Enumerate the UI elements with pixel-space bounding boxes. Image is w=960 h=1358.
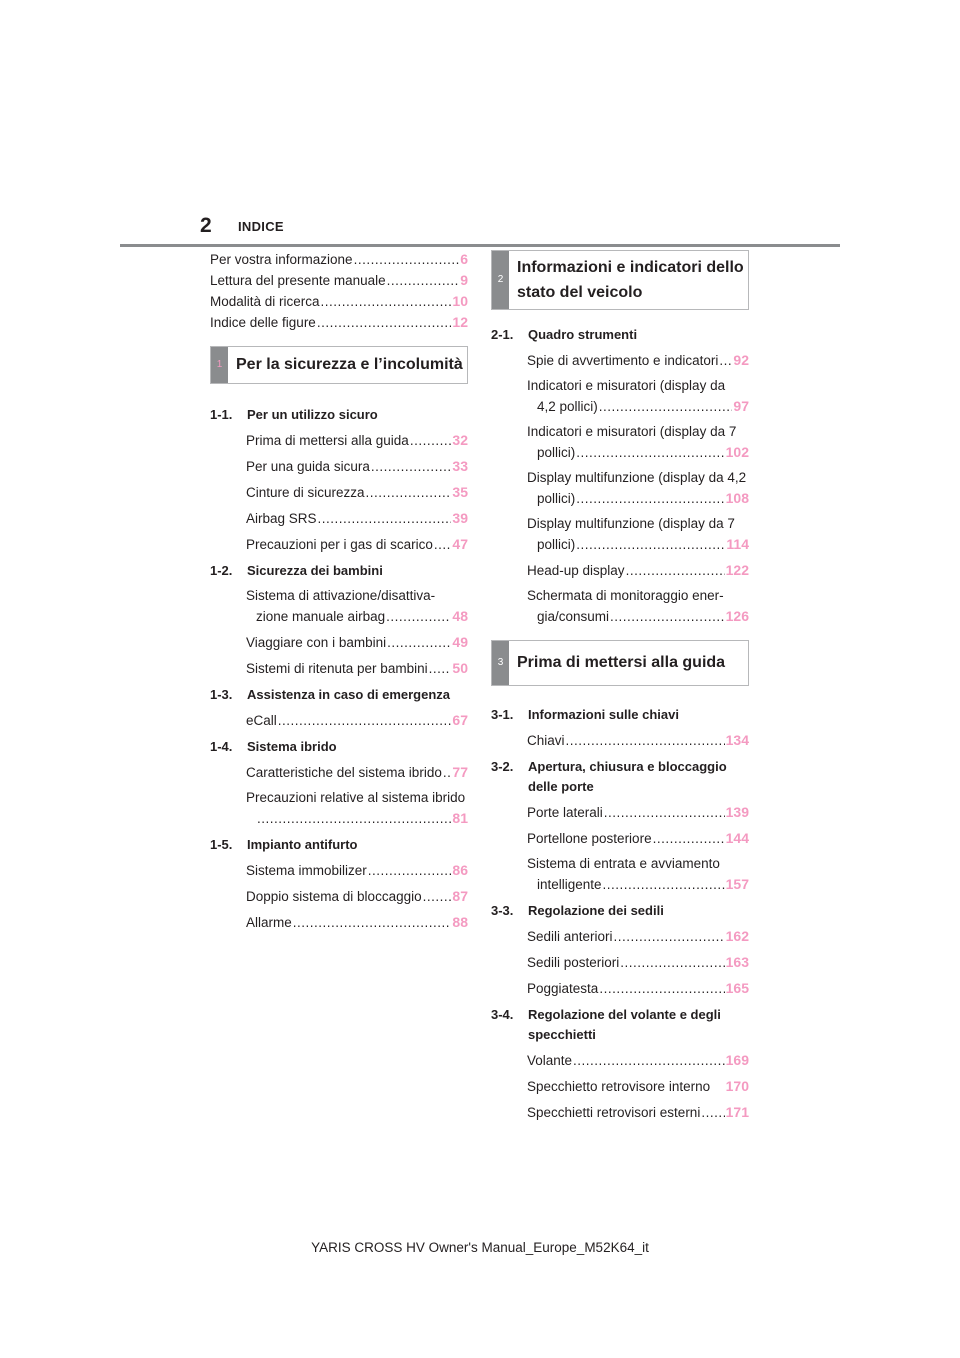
toc-entry-label: Display multifunzione (display da 7	[527, 516, 735, 531]
chapter-number: 3-4.	[491, 1007, 514, 1022]
toc-page-link[interactable]: 6	[460, 251, 468, 267]
toc-entry[interactable]	[246, 913, 468, 932]
toc-entry-label: Sistema di attivazione/disattiva-	[246, 588, 436, 603]
leader-dots	[603, 876, 725, 894]
toc-page-link[interactable]: 92	[733, 352, 749, 368]
leader-dots	[443, 764, 452, 782]
toc-page-link[interactable]: 122	[725, 562, 749, 578]
toc-page-link[interactable]: 162	[725, 928, 749, 944]
toc-entry-label: Poggiatesta	[527, 981, 599, 996]
chapter-heading[interactable]	[491, 1006, 749, 1046]
chapter-title: Regolazione dei sedili	[528, 903, 664, 918]
chapter-heading[interactable]	[210, 686, 468, 704]
section-title-line: stato del veicolo	[517, 284, 643, 301]
toc-entry-label: Schermata di monitoraggio ener-	[527, 588, 724, 603]
leader-dots	[576, 490, 724, 508]
leader-dots	[599, 980, 724, 998]
chapter-title-line: Apertura, chiusura e bloccaggio	[528, 759, 727, 774]
leader-dots	[371, 458, 452, 476]
chapter-title: Quadro strumenti	[528, 327, 638, 342]
chapter-title: Per un utilizzo sicuro	[247, 407, 378, 422]
chapter-number: 1-1.	[210, 407, 233, 422]
toc-entry-label: Portellone posteriore	[527, 831, 652, 846]
toc-page-link[interactable]: 77	[452, 764, 468, 780]
leader-dots	[423, 888, 452, 906]
chapter-title: Sicurezza dei bambini	[247, 563, 383, 578]
intro-list	[210, 250, 468, 332]
leader-dots	[604, 804, 725, 822]
chapter-heading[interactable]	[491, 706, 749, 724]
toc-page-link[interactable]: 9	[460, 272, 468, 288]
leader-dots	[387, 272, 460, 290]
toc-page-link[interactable]: 144	[725, 830, 749, 846]
toc-entry-label: Sistema di entrata e avviamento	[527, 856, 720, 871]
toc-entry-label: Allarme	[246, 915, 292, 930]
chapter-number: 3-3.	[491, 903, 514, 918]
leader-dots	[257, 810, 451, 828]
toc-entry[interactable]	[527, 443, 749, 462]
leader-dots	[626, 562, 725, 580]
toc-page-link[interactable]: 169	[725, 1052, 749, 1068]
toc-page-link[interactable]: 67	[452, 712, 468, 728]
leader-dots	[293, 914, 452, 932]
section-tab: 3	[492, 641, 509, 685]
toc-entry-label: 4,2 pollici)	[537, 399, 598, 414]
toc-entry-label: Modalità di ricerca	[210, 294, 320, 309]
section-header-3[interactable]	[491, 640, 749, 686]
toc-entry-label: Cinture di sicurezza	[246, 485, 365, 500]
toc-page-link[interactable]: 39	[452, 510, 468, 526]
footer-text: YARIS CROSS HV Owner's Manual_Europe_M52K64_it	[311, 1240, 649, 1255]
right-column	[491, 250, 749, 1122]
toc-entry[interactable]	[210, 271, 468, 290]
toc-entry-label: gia/consumi	[537, 609, 610, 624]
toc-entry-label: Sistema immobilizer	[246, 863, 367, 878]
toc-page-link[interactable]: 171	[725, 1104, 749, 1120]
toc-entry-label: pollici)	[537, 445, 576, 460]
leader-dots	[719, 352, 732, 370]
toc-entry[interactable]	[210, 313, 468, 332]
toc-entry[interactable]	[246, 861, 468, 880]
toc-entry[interactable]	[246, 711, 468, 730]
toc-page-link[interactable]: 139	[725, 804, 749, 820]
chapter-number: 2-1.	[491, 327, 514, 342]
toc-entry-label: eCall	[246, 713, 277, 728]
leader-dots	[576, 444, 724, 462]
toc-entry[interactable]	[527, 489, 749, 508]
toc-entry-label: Doppio sistema di bloccaggio	[246, 889, 422, 904]
toc-entry-label: Porte laterali	[527, 805, 603, 820]
toc-entry[interactable]	[246, 887, 468, 906]
toc-entry[interactable]	[246, 483, 468, 502]
chapter-heading[interactable]	[210, 562, 468, 580]
toc-page-link[interactable]: 97	[733, 398, 749, 414]
leader-dots	[321, 293, 452, 311]
toc-entry-label: Sistemi di ritenuta per bambini	[246, 661, 428, 676]
chapter-heading[interactable]	[491, 326, 749, 344]
leader-dots	[434, 536, 452, 554]
leader-dots	[354, 251, 460, 269]
leader-dots	[368, 862, 452, 880]
chapter-heading[interactable]	[491, 902, 749, 920]
chapter-title	[528, 758, 727, 798]
leader-dots	[318, 510, 452, 528]
section-title-line: Informazioni e indicatori dello	[517, 259, 744, 276]
toc-page-link[interactable]: 165	[725, 980, 749, 996]
toc-entry-label: Volante	[527, 1053, 573, 1068]
toc-entry[interactable]	[527, 397, 749, 416]
page-title: INDICE	[238, 219, 284, 234]
toc-entry-label: Per una guida sicura	[246, 459, 370, 474]
section-title: Per la sicurezza e l’incolumità	[236, 356, 463, 373]
chapter-number: 1-5.	[210, 837, 233, 852]
toc-page-link[interactable]: 49	[452, 634, 468, 650]
chapter-number: 1-2.	[210, 563, 233, 578]
leader-dots	[366, 484, 452, 502]
toc-entry-label: Sedili posteriori	[527, 955, 620, 970]
toc-page-link[interactable]: 32	[452, 432, 468, 448]
section-tab: 1	[211, 347, 228, 383]
toc-entry[interactable]	[246, 457, 468, 476]
toc-page-link[interactable]: 86	[452, 862, 468, 878]
leader-dots	[317, 314, 452, 332]
toc-page-link[interactable]: 114	[726, 536, 749, 552]
toc-entry[interactable]	[527, 979, 749, 998]
section-tab: 2	[492, 251, 509, 309]
toc-entry-label: Precauzioni per i gas di scarico	[246, 537, 433, 552]
toc-entry-label: Viaggiare con i bambini	[246, 635, 387, 650]
toc-entry-label: Precauzioni relative al sistema ibrido	[246, 790, 466, 805]
toc-entry[interactable]	[527, 1077, 749, 1096]
leader-dots	[614, 928, 725, 946]
toc-entry-label: Display multifunzione (display da 4,2	[527, 470, 747, 485]
toc-page-link[interactable]: 35	[452, 484, 468, 500]
toc-entry[interactable]	[527, 1103, 749, 1122]
leader-dots	[410, 432, 452, 450]
chapter-number: 1-3.	[210, 687, 233, 702]
leader-dots	[620, 954, 724, 972]
toc-entry[interactable]	[246, 633, 468, 652]
toc-entry[interactable]	[246, 431, 468, 450]
chapter-title: Assistenza in caso di emergenza	[247, 687, 451, 702]
toc-page-link[interactable]: 50	[452, 660, 468, 676]
toc-entry-label: Spie di avvertimento e indicatori	[527, 353, 719, 368]
toc-entry-label: Specchietti retrovisori esterni	[527, 1105, 701, 1120]
section-title	[509, 251, 747, 309]
toc-entry-label: Airbag SRS	[246, 511, 317, 526]
toc-page-link[interactable]: 88	[452, 914, 468, 930]
toc-entry[interactable]	[246, 659, 468, 678]
toc-entry[interactable]	[527, 535, 749, 554]
toc-entry[interactable]	[246, 535, 468, 554]
toc-entry[interactable]	[246, 763, 468, 782]
toc-page-link[interactable]: 126	[725, 608, 749, 624]
toc-entry-label: Lettura del presente manuale	[210, 273, 386, 288]
leader-dots	[653, 830, 725, 848]
toc-entry[interactable]	[246, 607, 468, 626]
chapter-heading[interactable]	[210, 836, 468, 854]
toc-page-link[interactable]: 10	[452, 293, 468, 309]
chapter-title-line: Regolazione del volante e degli	[528, 1007, 721, 1022]
toc-entry[interactable]	[527, 731, 749, 750]
leader-dots	[278, 712, 452, 730]
toc-entry[interactable]	[210, 292, 468, 311]
chapter-number: 3-1.	[491, 707, 514, 722]
leader-dots	[610, 608, 725, 626]
section-header-1[interactable]	[210, 346, 468, 384]
chapter-title-line: delle porte	[528, 779, 594, 794]
chapter-number: 1-4.	[210, 739, 233, 754]
toc-page-link[interactable]: 47	[452, 536, 468, 552]
toc-page-link[interactable]: 12	[452, 314, 468, 330]
leader-dots	[599, 398, 733, 416]
toc-entry-label: pollici)	[537, 537, 576, 552]
toc-entry[interactable]	[527, 875, 749, 894]
toc-entry[interactable]	[527, 803, 749, 822]
toc-entry-label: Prima di mettersi alla guida	[246, 433, 409, 448]
leader-dots	[576, 536, 725, 554]
toc-entry[interactable]	[246, 509, 468, 528]
toc-page-link[interactable]: 163	[725, 954, 749, 970]
toc-page-link[interactable]: 170	[725, 1078, 749, 1094]
toc-entry[interactable]	[246, 809, 468, 828]
toc-entry-label: Indicatori e misuratori (display da	[527, 378, 726, 393]
chapter-title: Impianto antifurto	[247, 837, 358, 852]
toc-entry-label: Indicatori e misuratori (display da 7	[527, 424, 737, 439]
toc-page-link[interactable]: 48	[452, 608, 468, 624]
toc-page-link[interactable]: 134	[725, 732, 749, 748]
toc-entry-label: zione manuale airbag	[256, 609, 386, 624]
toc-entry-label: Per vostra informazione	[210, 252, 353, 267]
toc-entry[interactable]	[527, 927, 749, 946]
toc-entry-label: Caratteristiche del sistema ibrido	[246, 765, 442, 780]
chapter-heading[interactable]	[210, 406, 468, 424]
chapter-title-line: specchietti	[528, 1027, 596, 1042]
toc-entry-label: Sedili anteriori	[527, 929, 613, 944]
header-divider	[120, 244, 840, 247]
toc-page-link[interactable]: 102	[725, 444, 749, 460]
toc-page-link[interactable]: 81	[452, 810, 468, 826]
chapter-title	[528, 1006, 721, 1046]
chapter-title: Sistema ibrido	[247, 739, 337, 754]
toc-entry[interactable]	[527, 561, 749, 580]
toc-entry[interactable]	[527, 1051, 749, 1070]
toc-entry[interactable]	[527, 607, 749, 626]
leader-dots	[386, 608, 451, 626]
section-header-2[interactable]	[491, 250, 749, 310]
leader-dots	[387, 634, 451, 652]
toc-entry-label: Chiavi	[527, 733, 565, 748]
toc-page-link[interactable]: 157	[725, 876, 749, 892]
toc-entry-label: Specchietto retrovisore interno	[527, 1079, 711, 1094]
leader-dots	[573, 1052, 725, 1070]
left-column	[210, 250, 468, 932]
chapter-title: Informazioni sulle chiavi	[528, 707, 679, 722]
toc-entry-label: intelligente	[537, 877, 602, 892]
section-title: Prima di mettersi alla guida	[517, 654, 726, 671]
toc-entry[interactable]	[527, 351, 749, 370]
leader-dots	[566, 732, 725, 750]
leader-dots	[429, 660, 452, 678]
toc-entry-label: Head-up display	[527, 563, 625, 578]
chapter-heading[interactable]	[210, 738, 468, 756]
toc-entry-label: Indice delle figure	[210, 315, 316, 330]
toc-entry[interactable]	[210, 250, 468, 269]
toc-page-link[interactable]: 87	[452, 888, 468, 904]
page-number: 2	[200, 214, 212, 237]
chapter-heading[interactable]	[491, 758, 749, 798]
leader-dots	[701, 1104, 724, 1122]
toc-entry[interactable]	[527, 953, 749, 972]
chapter-number: 3-2.	[491, 759, 514, 774]
toc-entry-label: pollici)	[537, 491, 576, 506]
toc-entry[interactable]	[527, 829, 749, 848]
toc-page-link[interactable]: 33	[452, 458, 468, 474]
toc-page-link[interactable]: 108	[725, 490, 749, 506]
